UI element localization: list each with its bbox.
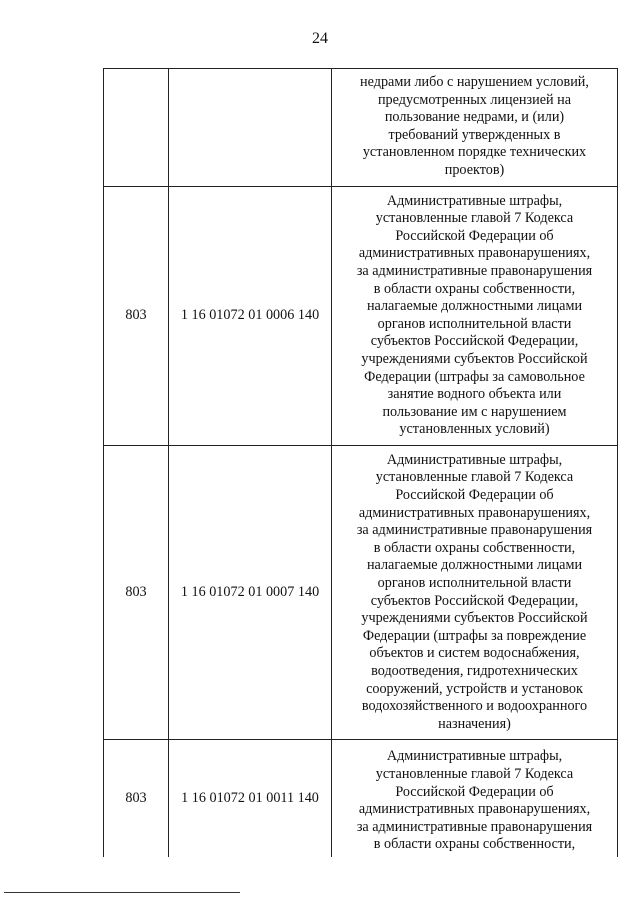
admin-code-cell: 803: [104, 186, 169, 445]
description-line: за административные правонарушения: [356, 522, 593, 539]
description-line: за административные правонарушения: [356, 818, 593, 835]
admin-code-cell: [104, 69, 169, 187]
description-line: установленные главой 7 Кодекса: [375, 469, 574, 486]
description-line: административных правонарушениях,: [358, 504, 591, 521]
description-line: в области охраны собственности,: [373, 836, 576, 853]
kbk-code-cell: 1 16 01072 01 0006 140: [169, 186, 332, 445]
description-cell: [332, 740, 618, 857]
footer-divider: [4, 892, 240, 893]
description-line: административных правонарушениях,: [358, 801, 591, 818]
description-line: в области охраны собственности,: [373, 280, 576, 297]
description-line: установленные главой 7 Кодекса: [375, 765, 574, 782]
description-line: установленные главой 7 Кодекса: [375, 210, 574, 227]
description-line: Федерации (штрафы за самовольное: [364, 368, 585, 385]
budget-codes-table: [103, 68, 618, 857]
page-number: 24: [312, 30, 328, 47]
description-line: органов исполнительной власти: [377, 575, 572, 592]
description-line: учреждениями субъектов Российской: [361, 350, 588, 367]
table-row: [104, 186, 618, 445]
description-line: учреждениями субъектов Российской: [361, 610, 588, 627]
description-line: субъектов Российской Федерации,: [370, 592, 579, 609]
description-line: Российской Федерации об: [395, 227, 554, 244]
description-line: административных правонарушениях,: [358, 245, 591, 262]
description-cell: [332, 445, 618, 740]
description-line: занятие водного объекта или: [387, 386, 562, 403]
description-line: Административные штрафы,: [386, 192, 563, 209]
description-line: водохозяйственного и водоохранного: [361, 698, 588, 715]
description-line: Российской Федерации об: [395, 487, 554, 504]
description-line: проектов): [444, 161, 505, 178]
description-line: пользование недрами, и (или): [384, 109, 565, 126]
description-line: объектов и систем водоснабжения,: [369, 645, 580, 662]
description-line: установленных условий): [399, 421, 550, 438]
admin-code-cell: 803: [104, 740, 169, 857]
description-cell: [332, 69, 618, 187]
description-line: водоотведения, гидротехнических: [371, 663, 578, 679]
table-row: [104, 69, 618, 187]
description-cell: [332, 186, 618, 445]
description-line: Административные штрафы,: [386, 451, 563, 468]
description-line: сооружений, устройств и установок: [366, 680, 583, 697]
description-line: назначения): [438, 715, 511, 732]
description-line: пользование им с нарушением: [382, 403, 567, 420]
table-row: [104, 740, 618, 857]
description-line: требований утвержденных в: [388, 126, 561, 143]
description-line: установленном порядке технических: [362, 144, 587, 161]
description-line: предусмотренных лицензией на: [377, 91, 572, 108]
kbk-code-cell: 1 16 01072 01 0007 140: [169, 445, 332, 740]
description-line: субъектов Российской Федерации,: [370, 333, 579, 350]
description-line: Административные штрафы,: [386, 748, 563, 765]
admin-code-cell: 803: [104, 445, 169, 740]
table-row: [104, 445, 618, 740]
description-line: налагаемые должностными лицами: [366, 557, 583, 574]
description-line: Федерации (штрафы за повреждение: [362, 627, 587, 644]
description-line: недрами либо с нарушением условий,: [360, 74, 589, 90]
kbk-code-cell: [169, 69, 332, 187]
description-line: Российской Федерации об: [395, 783, 554, 800]
description-line: в области охраны собственности,: [373, 539, 576, 556]
kbk-code-cell: 1 16 01072 01 0011 140: [169, 740, 332, 857]
description-line: налагаемые должностными лицами: [366, 298, 583, 315]
description-line: органов исполнительной власти: [377, 315, 572, 332]
description-line: за административные правонарушения: [356, 262, 593, 279]
